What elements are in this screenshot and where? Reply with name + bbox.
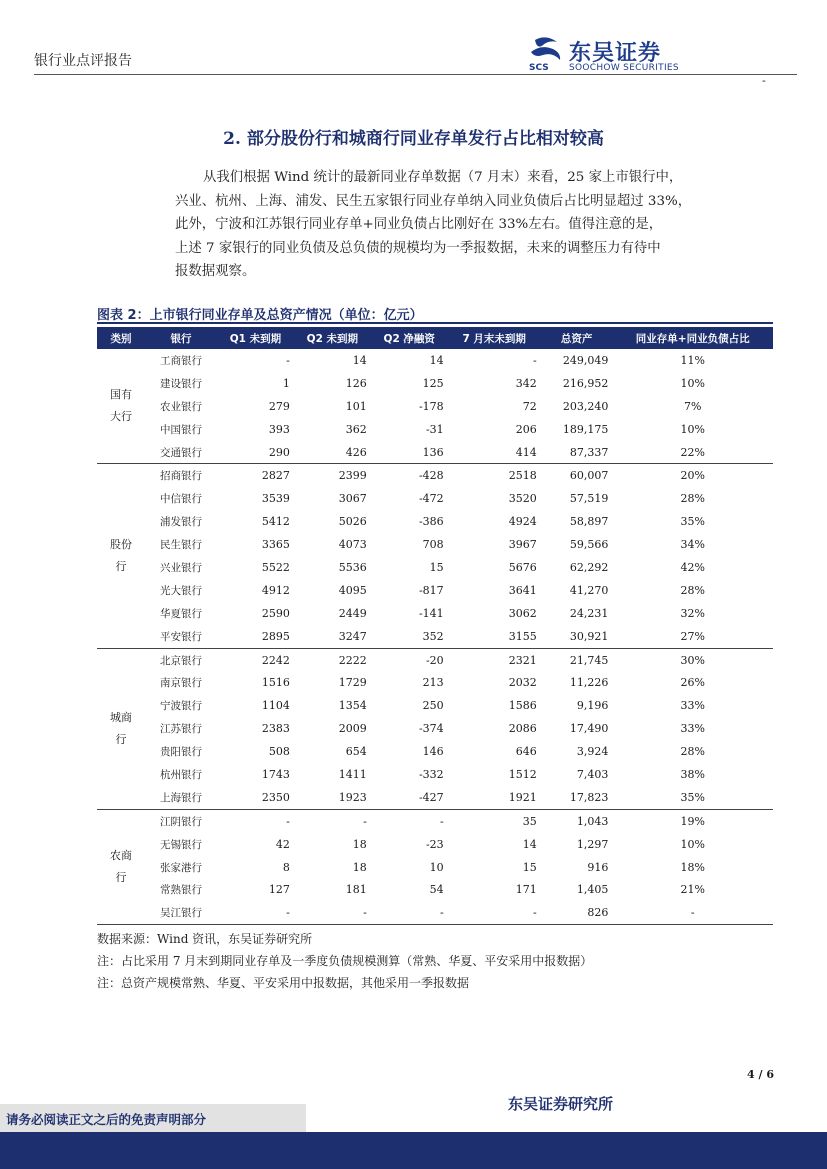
q2-cell: 426 xyxy=(294,441,371,464)
assets-cell: 58,897 xyxy=(569,515,609,529)
jul-cell: 14 xyxy=(522,837,537,851)
ratio-cell: 30% xyxy=(680,653,705,667)
assets-cell: 62,292 xyxy=(569,560,609,574)
q2-cell: 4073 xyxy=(338,538,367,552)
q1-cell: - xyxy=(286,353,290,367)
assets-cell: 9,196 xyxy=(576,699,609,713)
ratio-cell: 7% xyxy=(683,399,702,413)
q2-cell: 2449 xyxy=(338,606,367,620)
ratio-cell: 22% xyxy=(612,441,773,464)
jul-cell: 2032 xyxy=(508,676,537,690)
net-cell: 125 xyxy=(422,376,444,390)
category-cell xyxy=(97,648,145,809)
paragraph-line: 上述 7 家银行的同业负债及总负债的规模均为一季报数据，未来的调整压力有待中 xyxy=(175,240,661,256)
assets-cell: 249,049 xyxy=(562,353,609,367)
table-row xyxy=(97,441,773,464)
table-row xyxy=(97,487,773,510)
net-cell: 146 xyxy=(422,745,444,759)
table-row xyxy=(97,740,773,763)
ratio-cell: 33% xyxy=(680,722,705,736)
bank-name-cell: 吴江银行 xyxy=(145,901,217,924)
footnote: 注：占比采用 7 月末到期同业存单及一季度负债规模测算（常熟、华夏、平安采用中报数据） xyxy=(97,954,593,968)
q1-cell: 5412 xyxy=(261,515,290,529)
table-row xyxy=(97,786,773,809)
category-label: 国有 xyxy=(110,388,132,402)
q1-cell: 42 xyxy=(275,837,290,851)
q1-cell: - xyxy=(286,814,290,828)
assets-cell: 30,921 xyxy=(541,625,613,648)
ratio-cell: 33% xyxy=(680,699,705,713)
bank-name-cell: 光大银行 xyxy=(160,584,202,597)
q2-cell: 181 xyxy=(345,883,367,897)
q1-cell: 8 xyxy=(282,860,290,874)
q2-cell: 3067 xyxy=(338,492,367,506)
q2-cell: 5536 xyxy=(338,560,367,574)
q1-cell: 2383 xyxy=(261,722,290,736)
table-row xyxy=(97,809,773,832)
ratio-cell: 28% xyxy=(680,492,705,506)
q2-cell: 5026 xyxy=(338,515,367,529)
column-header: 银行 xyxy=(145,327,217,349)
net-cell: 15 xyxy=(429,560,444,574)
q2-cell: 2222 xyxy=(338,653,367,667)
footnote: 注：总资产规模常熟、华夏、平安采用中报数据，其他采用一季报数据 xyxy=(97,976,470,990)
figure-notes xyxy=(97,928,592,994)
q1-cell: 3365 xyxy=(261,538,290,552)
net-cell: 136 xyxy=(371,441,448,464)
q1-cell: 279 xyxy=(268,399,290,413)
ratio-cell: 20% xyxy=(680,469,705,483)
jul-cell: 3520 xyxy=(508,492,537,506)
jul-cell: 3155 xyxy=(448,625,541,648)
jul-cell: 3062 xyxy=(508,606,537,620)
net-cell: -20 xyxy=(425,653,444,667)
q2-cell: 2399 xyxy=(338,469,367,483)
bank-name-cell: 中国银行 xyxy=(160,423,202,436)
q1-cell: 1104 xyxy=(261,699,290,713)
q2-cell: 1411 xyxy=(338,767,367,781)
paragraph-line: 兴业、杭州、上海、浦发、民生五家银行同业存单纳入同业负债后占比明显超过 33%， xyxy=(175,193,692,209)
assets-cell: 60,007 xyxy=(569,469,609,483)
q2-cell: - xyxy=(294,901,371,924)
q1-cell: 1 xyxy=(282,376,290,390)
net-cell: -817 xyxy=(418,583,444,597)
section-paragraph xyxy=(175,166,703,284)
table-row xyxy=(97,510,773,533)
net-cell: -178 xyxy=(418,399,444,413)
jul-cell: 72 xyxy=(522,399,537,413)
category-label: 大行 xyxy=(110,410,132,424)
header-dash: - xyxy=(762,74,766,87)
bank-name-cell: 工商银行 xyxy=(160,354,202,367)
jul-cell: 1512 xyxy=(508,767,537,781)
report-type-label: 银行业点评报告 xyxy=(34,53,132,69)
q1-cell: 2827 xyxy=(261,469,290,483)
net-cell: -141 xyxy=(418,606,444,620)
q2-cell: 362 xyxy=(345,422,367,436)
q1-cell: 127 xyxy=(268,883,290,897)
assets-cell: 826 xyxy=(541,901,613,924)
net-cell: -428 xyxy=(418,469,444,483)
q1-cell: 508 xyxy=(268,745,290,759)
table-row xyxy=(97,763,773,786)
category-label: 行 xyxy=(115,560,127,574)
net-cell: 14 xyxy=(429,353,444,367)
assets-cell: 87,337 xyxy=(541,441,613,464)
jul-cell: 646 xyxy=(515,745,537,759)
q1-cell: 1516 xyxy=(261,676,290,690)
footer-organization: 东吴证券研究所 xyxy=(508,1095,614,1113)
table-row xyxy=(97,833,773,856)
ratio-cell: 28% xyxy=(680,583,705,597)
ratio-cell: 28% xyxy=(680,745,705,759)
bank-name-cell: 江阴银行 xyxy=(160,815,202,828)
bank-name-cell: 江苏银行 xyxy=(160,723,202,736)
ratio-cell: - xyxy=(612,901,773,924)
assets-cell: 916 xyxy=(587,860,609,874)
column-header: 同业存单+同业负债占比 xyxy=(612,327,773,349)
jul-cell: 1586 xyxy=(508,699,537,713)
category-cell xyxy=(97,464,145,648)
table-header-row xyxy=(97,327,773,349)
paragraph-line: 此外，宁波和江苏银行同业存单+同业负债占比刚好在 33%左右。值得注意的是， xyxy=(175,217,663,232)
jul-cell: 3641 xyxy=(508,583,537,597)
ratio-cell: 26% xyxy=(680,676,705,690)
q2-cell: 14 xyxy=(352,353,367,367)
section-title: 2. 部分股份行和城商行同业存单发行占比相对较高 xyxy=(223,129,604,149)
bank-name-cell: 民生银行 xyxy=(160,539,202,552)
bank-name-cell: 招商银行 xyxy=(160,470,202,483)
table-row xyxy=(97,856,773,879)
bank-name-cell: 张家港行 xyxy=(160,861,202,874)
table-row xyxy=(97,349,773,372)
assets-cell: 57,519 xyxy=(569,492,609,506)
q1-cell: 393 xyxy=(268,422,290,436)
table-row xyxy=(97,556,773,579)
logo-name-cn: 东吴证券 xyxy=(569,41,662,66)
assets-cell: 17,823 xyxy=(541,786,613,809)
net-cell: -374 xyxy=(418,722,444,736)
q1-cell: 2350 xyxy=(217,786,294,809)
net-cell: 54 xyxy=(429,883,444,897)
company-logo xyxy=(527,36,697,76)
bank-name-cell: 建设银行 xyxy=(160,377,202,390)
q1-cell: 1743 xyxy=(261,767,290,781)
jul-cell: 171 xyxy=(515,883,537,897)
q2-cell: 18 xyxy=(352,837,367,851)
ratio-cell: 19% xyxy=(680,814,705,828)
q2-cell: 18 xyxy=(352,860,367,874)
q1-cell: 290 xyxy=(217,441,294,464)
assets-cell: 189,175 xyxy=(562,422,609,436)
assets-cell: 3,924 xyxy=(576,745,609,759)
assets-cell: 17,490 xyxy=(569,722,609,736)
q1-cell: 2590 xyxy=(261,606,290,620)
net-cell: - xyxy=(371,901,448,924)
assets-cell: 7,403 xyxy=(576,767,609,781)
assets-cell: 24,231 xyxy=(569,606,609,620)
category-cell xyxy=(97,349,145,464)
ratio-cell: 35% xyxy=(612,786,773,809)
bank-name-cell: 上海银行 xyxy=(145,786,217,809)
category-label: 行 xyxy=(115,871,127,885)
ratio-cell: 21% xyxy=(680,883,705,897)
bank-name-cell: 杭州银行 xyxy=(160,768,202,781)
ratio-cell: 27% xyxy=(612,625,773,648)
assets-cell: 21,745 xyxy=(569,653,609,667)
jul-cell: 3967 xyxy=(508,538,537,552)
jul-cell: 4924 xyxy=(508,515,537,529)
table-row xyxy=(97,717,773,740)
table-row xyxy=(97,878,773,901)
ratio-cell: 18% xyxy=(680,860,705,874)
net-cell: -23 xyxy=(425,837,444,851)
assets-cell: 1,297 xyxy=(576,837,609,851)
q2-cell: 1354 xyxy=(338,699,367,713)
q2-cell: 101 xyxy=(345,399,367,413)
bank-name-cell: 南京银行 xyxy=(160,677,202,690)
column-header: Q2 净融资 xyxy=(371,327,448,349)
data-source-note: 数据来源：Wind 资讯，东吴证券研究所 xyxy=(97,932,313,946)
table-row xyxy=(97,464,773,487)
q1-cell: 4912 xyxy=(261,583,290,597)
table-row xyxy=(97,648,773,671)
category-label: 农商 xyxy=(110,849,132,863)
q2-cell: 126 xyxy=(345,376,367,390)
paragraph-line: 报数据观察。 xyxy=(175,264,256,279)
bank-name-cell: 宁波银行 xyxy=(160,700,202,713)
figure-title: 图表 2：上市银行同业存单及总资产情况（单位：亿元） xyxy=(97,308,423,323)
column-header: 总资产 xyxy=(541,327,613,349)
ratio-cell: 35% xyxy=(680,515,705,529)
bank-name-cell: 华夏银行 xyxy=(160,607,202,620)
q2-cell: 1729 xyxy=(338,676,367,690)
jul-cell: 342 xyxy=(515,376,537,390)
ratio-cell: 42% xyxy=(680,560,705,574)
net-cell: -472 xyxy=(418,492,444,506)
bank-name-cell: 北京银行 xyxy=(160,654,202,667)
net-cell: - xyxy=(439,814,444,828)
category-label: 城商 xyxy=(110,710,132,724)
category-label: 行 xyxy=(115,732,127,746)
q1-cell: 3539 xyxy=(261,492,290,506)
footer-bar xyxy=(0,1132,827,1169)
jul-cell: 414 xyxy=(448,441,541,464)
assets-cell: 1,405 xyxy=(576,883,609,897)
assets-cell: 11,226 xyxy=(569,676,609,690)
ratio-cell: 10% xyxy=(680,422,705,436)
ratio-cell: 38% xyxy=(680,767,705,781)
bank-name-cell: 兴业银行 xyxy=(160,561,202,574)
page-number: 4 / 6 xyxy=(747,1068,774,1081)
figure-divider xyxy=(97,322,773,324)
q1-cell: - xyxy=(217,901,294,924)
column-header: 7 月末未到期 xyxy=(448,327,541,349)
q2-cell: 3247 xyxy=(294,625,371,648)
bank-name-cell: 常熟银行 xyxy=(160,884,202,897)
bank-name-cell: 贵阳银行 xyxy=(160,746,202,759)
table-row xyxy=(97,579,773,602)
assets-cell: 203,240 xyxy=(562,399,609,413)
net-cell: 250 xyxy=(422,699,444,713)
jul-cell: 2086 xyxy=(508,722,537,736)
bank-name-cell: 中信银行 xyxy=(160,493,202,506)
table-row xyxy=(97,694,773,717)
jul-cell: 2518 xyxy=(508,469,537,483)
category-label: 股份 xyxy=(110,538,132,552)
table-row xyxy=(97,395,773,418)
q2-cell: 654 xyxy=(345,745,367,759)
jul-cell: 15 xyxy=(522,860,537,874)
jul-cell: 206 xyxy=(515,422,537,436)
logo-mark-text: SCS xyxy=(529,63,549,72)
net-cell: 213 xyxy=(422,676,444,690)
paragraph-line: 从我们根据 Wind 统计的最新同业存单数据（7 月末）来看，25 家上市银行中， xyxy=(203,170,683,185)
bank-name-cell: 平安银行 xyxy=(145,625,217,648)
table-row xyxy=(97,372,773,395)
jul-cell: - xyxy=(448,901,541,924)
net-cell: 708 xyxy=(422,538,444,552)
bank-name-cell: 浦发银行 xyxy=(160,516,202,529)
net-cell: -332 xyxy=(418,767,444,781)
q2-cell: - xyxy=(363,814,367,828)
assets-cell: 59,566 xyxy=(569,538,609,552)
category-cell xyxy=(97,809,145,924)
bank-name-cell: 农业银行 xyxy=(160,400,202,413)
jul-cell: 5676 xyxy=(508,560,537,574)
ratio-cell: 11% xyxy=(680,353,705,367)
q2-cell: 1923 xyxy=(294,786,371,809)
net-cell: -31 xyxy=(425,422,444,436)
net-cell: -386 xyxy=(418,515,444,529)
q1-cell: 5522 xyxy=(261,560,290,574)
ratio-cell: 32% xyxy=(680,606,705,620)
q1-cell: 2242 xyxy=(261,653,290,667)
q2-cell: 4095 xyxy=(338,583,367,597)
q2-cell: 2009 xyxy=(338,722,367,736)
footer-disclaimer: 请务必阅读正文之后的免责声明部分 xyxy=(6,1112,207,1127)
q1-cell: 2895 xyxy=(217,625,294,648)
bank-name-cell: 交通银行 xyxy=(145,441,217,464)
column-header: Q1 未到期 xyxy=(217,327,294,349)
header-divider xyxy=(34,74,797,75)
bank-data-table xyxy=(97,327,773,925)
ratio-cell: 10% xyxy=(680,837,705,851)
ratio-cell: 34% xyxy=(680,538,705,552)
jul-cell: 2321 xyxy=(508,653,537,667)
column-header: Q2 未到期 xyxy=(294,327,371,349)
table-row xyxy=(97,533,773,556)
table-row xyxy=(97,901,773,924)
jul-cell: 1921 xyxy=(448,786,541,809)
net-cell: 10 xyxy=(429,860,444,874)
assets-cell: 1,043 xyxy=(576,814,609,828)
bank-name-cell: 无锡银行 xyxy=(160,838,202,851)
ratio-cell: 10% xyxy=(680,376,705,390)
assets-cell: 41,270 xyxy=(569,583,609,597)
jul-cell: - xyxy=(533,353,537,367)
jul-cell: 35 xyxy=(522,814,537,828)
net-cell: 352 xyxy=(371,625,448,648)
table-row xyxy=(97,625,773,648)
table-row xyxy=(97,671,773,694)
assets-cell: 216,952 xyxy=(562,376,609,390)
table-row xyxy=(97,418,773,441)
table-row xyxy=(97,602,773,625)
net-cell: -427 xyxy=(371,786,448,809)
logo-name-en: SOOCHOW SECURITIES xyxy=(569,63,679,73)
logo-mark-icon xyxy=(527,36,565,72)
column-header: 类别 xyxy=(97,327,145,349)
